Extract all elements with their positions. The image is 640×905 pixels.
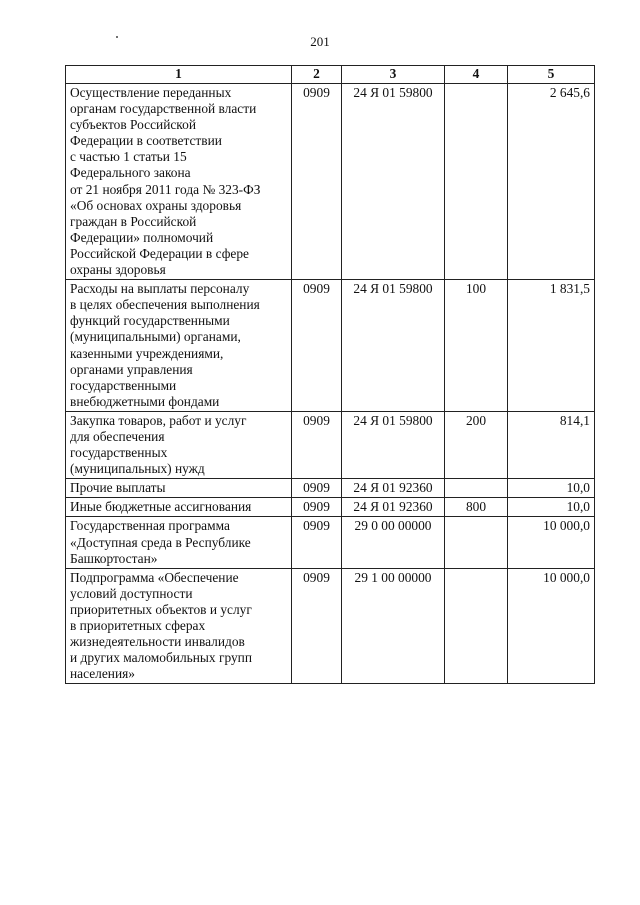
row-target-code: 24 Я 01 59800 — [342, 411, 445, 478]
row-description: Осуществление переданных органам государственной власти субъектов Российской Федерации в соответствии с частью 1 статьи 15 Федерального закона от 21 ноября 2011 года № 323-ФЗ «Об основах охраны здоровья граждан в Российской Федерации» полномочий Российской Федерации в сфере охраны здоровья — [66, 84, 292, 280]
row-target-code: 24 Я 01 59800 — [342, 280, 445, 412]
row-amount: 10 000,0 — [508, 568, 595, 684]
table-row — [66, 517, 595, 568]
row-description: Прочие выплаты — [66, 479, 292, 498]
row-description: Иные бюджетные ассигнования — [66, 498, 292, 517]
row-section-code: 0909 — [292, 84, 342, 280]
row-description: Государственная программа «Доступная среда в Республике Башкортостан» — [66, 517, 292, 568]
row-expense-type — [445, 479, 508, 498]
row-description: Закупка товаров, работ и услуг для обеспечения государственных (муниципальных) нужд — [66, 411, 292, 478]
row-expense-type: 200 — [445, 411, 508, 478]
row-description: Подпрограмма «Обеспечение условий доступности приоритетных объектов и услуг в приоритетных сферах жизнедеятельности инвалидов и других маломобильных групп населения» — [66, 568, 292, 684]
row-expense-type — [445, 517, 508, 568]
budget-table — [65, 65, 595, 684]
row-target-code: 24 Я 01 59800 — [342, 84, 445, 280]
table-row — [66, 479, 595, 498]
row-section-code: 0909 — [292, 479, 342, 498]
row-amount: 2 645,6 — [508, 84, 595, 280]
row-amount: 10,0 — [508, 479, 595, 498]
page-number: 201 — [310, 34, 330, 49]
row-description: Расходы на выплаты персоналу в целях обеспечения выполнения функций государственными (муниципальными) органами, казенными учреждениями, органами управления государственными внебюджетными фондами — [66, 280, 292, 412]
table-row — [66, 498, 595, 517]
row-section-code: 0909 — [292, 568, 342, 684]
table-row — [66, 84, 595, 280]
header-col-3: 3 — [342, 66, 445, 84]
header-col-1: 1 — [66, 66, 292, 84]
row-section-code: 0909 — [292, 517, 342, 568]
row-section-code: 0909 — [292, 411, 342, 478]
table-row — [66, 411, 595, 478]
scan-speck — [116, 36, 118, 38]
row-expense-type: 800 — [445, 498, 508, 517]
row-target-code: 24 Я 01 92360 — [342, 479, 445, 498]
row-target-code: 24 Я 01 92360 — [342, 498, 445, 517]
header-row — [66, 66, 595, 84]
row-expense-type — [445, 84, 508, 280]
row-amount: 814,1 — [508, 411, 595, 478]
header-col-4: 4 — [445, 66, 508, 84]
row-amount: 10,0 — [508, 498, 595, 517]
row-amount: 1 831,5 — [508, 280, 595, 412]
header-col-2: 2 — [292, 66, 342, 84]
row-section-code: 0909 — [292, 280, 342, 412]
header-col-5: 5 — [508, 66, 595, 84]
table-row — [66, 280, 595, 412]
row-expense-type: 100 — [445, 280, 508, 412]
table-row — [66, 568, 595, 684]
row-section-code: 0909 — [292, 498, 342, 517]
row-amount: 10 000,0 — [508, 517, 595, 568]
row-target-code: 29 0 00 00000 — [342, 517, 445, 568]
row-target-code: 29 1 00 00000 — [342, 568, 445, 684]
row-expense-type — [445, 568, 508, 684]
